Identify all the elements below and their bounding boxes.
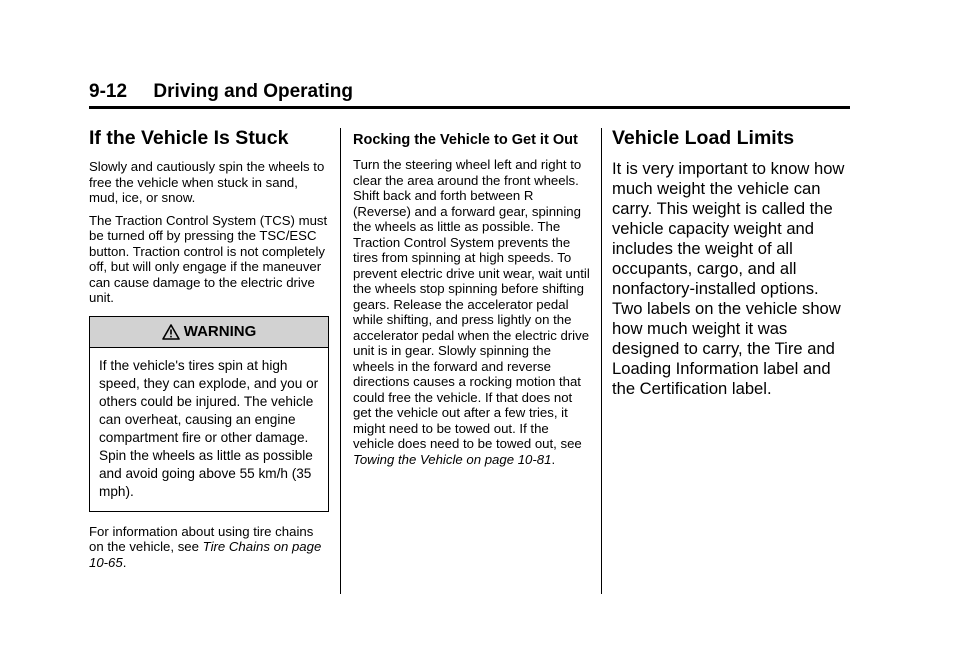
rocking-text: Turn the steering wheel left and right to clear the area around the front wheels. Shift back and forth between R (Reverse) and a forward gear, spinning the wheels as little as possible. The Traction Control System prevents the tires from spinning at high speeds. To prevent electric drive unit wear, wait until the wheels stop spinning before shifting gears. Release the accelerator pedal while shifting, and press lightly on the accelerator pedal when the electric drive unit is in gear. Slowly spinning the wheels in the forward and reverse directions causes a rocking motion that could free the vehicle. If that does not get the vehicle out after a few tries, it might need to be towed out. If the vehicle does need to be towed out, see bbox=[353, 157, 590, 451]
column-2 bbox=[353, 126, 591, 474]
column-divider-1 bbox=[340, 128, 341, 594]
section-heading-load-limits: Vehicle Load Limits bbox=[612, 127, 795, 149]
towing-link[interactable]: Towing the Vehicle on page 10-81 bbox=[353, 451, 552, 467]
tire-chains-text: For information about using tire chains on the vehicle, see bbox=[89, 523, 314, 554]
warning-text: If the vehicle's tires spin at high speed, they can explode, and you or others could be injured. The vehicle can overheat, causing an engine compartment fire or other damage. Spin the wheels as little as possible and avoid going above 55 km/h (35 mph). bbox=[99, 357, 319, 499]
warning-label: WARNING bbox=[183, 323, 257, 340]
paragraph-tire-chains bbox=[89, 524, 329, 571]
paragraph-load-limits: It is very important to know how much weight the vehicle can carry. This weight is called the vehicle capacity weight and includes the weight of all occupants, cargo, and all nonfactory-installed options. Two labels on the vehicle show how much weight it was designed to carry, the Tire and Loading Information label and the Certification label. bbox=[612, 159, 845, 398]
column-divider-2 bbox=[601, 128, 602, 594]
paragraph-spin-wheels: Slowly and cautiously spin the wheels to free the vehicle when stuck in sand, mud, ice, or snow. bbox=[89, 159, 325, 205]
paragraph-rocking bbox=[353, 157, 591, 467]
section-heading-rocking: Rocking the Vehicle to Get it Out bbox=[353, 132, 578, 148]
rocking-end: . bbox=[551, 451, 556, 467]
section-heading-stuck: If the Vehicle Is Stuck bbox=[89, 127, 289, 149]
paragraph-traction-control: The Traction Control System (TCS) must be turned off by pressing the TSC/ESC button. Traction control is not completely off, but will only engage if the maneuver can cause damage to the electric drive unit. bbox=[89, 212, 328, 305]
warning-header bbox=[90, 317, 328, 348]
page-header-title: 9-12 Driving and Operating bbox=[89, 81, 353, 102]
warning-box bbox=[89, 316, 329, 512]
column-1 bbox=[89, 126, 329, 577]
column-3 bbox=[612, 126, 852, 399]
warning-icon bbox=[162, 324, 180, 340]
page-header bbox=[89, 80, 850, 109]
tire-chains-link[interactable]: Tire Chains on page 10-65 bbox=[89, 539, 322, 570]
tire-chains-end: . bbox=[122, 554, 127, 570]
